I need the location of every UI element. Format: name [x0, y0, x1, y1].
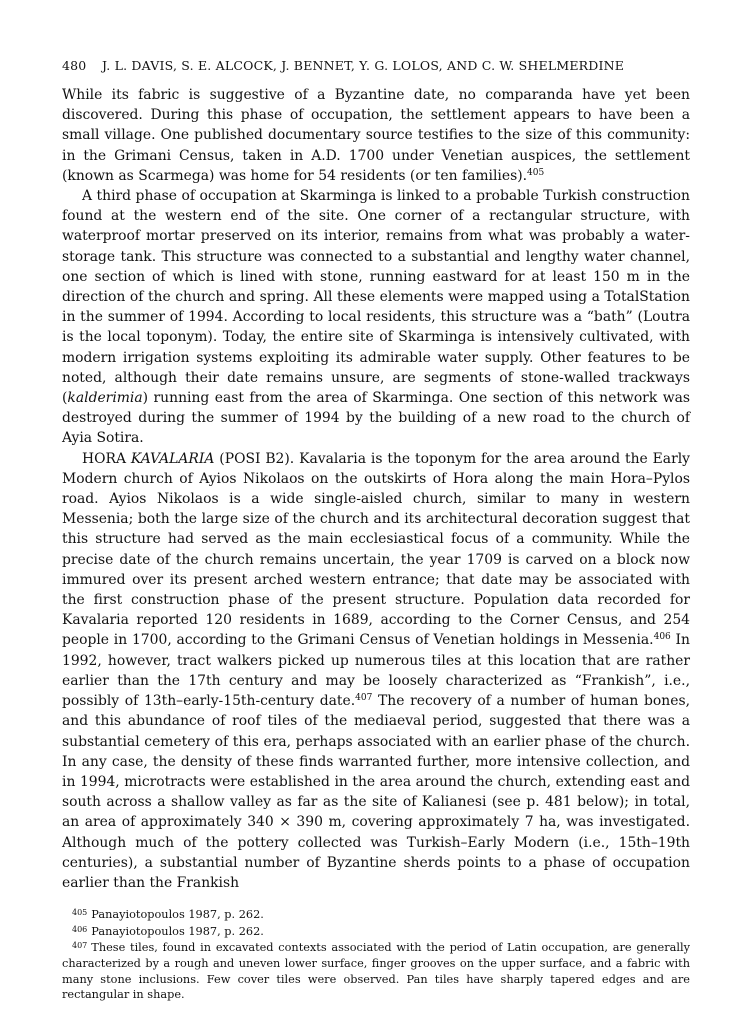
paragraph-text: While its fabric is suggestive of a Byzantine date, no comparanda have yet been discovered. During this phase of occupation, the settlement appears to have been a small village. One published documentary source testifies to the size of this community: in the Grimani Census, taken in [62, 87, 690, 164]
site-name: KAVALARIA [130, 450, 215, 467]
footnote [62, 924, 690, 940]
paragraph-text: 1700 under Venetian auspices, the settlement (known as Scarmega) was home for 54 residents (or ten families). [62, 147, 691, 184]
footnote-number: 406 [72, 924, 88, 934]
footnote-ref-407[interactable]: 407 [355, 693, 373, 704]
site-posi: (POSI B2). [214, 450, 295, 467]
paragraph-3 [62, 449, 690, 893]
paragraph-text: ) running east from the area of Skarminga. One section of this network was destroyed during the summer of 1994 by the building of a new road to the church of Ayia Sotira. [62, 390, 690, 447]
footnote-text: Panayiotopoulos 1987, p. 262. [91, 924, 264, 938]
paragraph-2 [62, 186, 690, 449]
body-text [62, 85, 690, 893]
footnote-number: 407 [72, 940, 88, 950]
footnotes [62, 907, 690, 1002]
era-abbreviation: A.D. [311, 147, 341, 164]
footnote [62, 907, 690, 923]
paragraph-1 [62, 85, 690, 186]
paragraph-text: A third phase of occupation at Skarminga is linked to a probable Turkish construction found at the western end of the site. One corner of a rectangular structure, with waterproof mortar preserved on its interior, remains from what was probably a water-storage tank. This structure was connected to a substantial and lengthy water channel, one section of which is lined with stone, running eastward for at least 150 m in the direction of the church and spring. All these elements were mapped using a TotalStation in the summer of 1994. According to local residents, this structure was a “bath” (Loutra is the local toponym). Today, the entire site of Skarminga is intensively cultivated, with modern irrigation systems exploiting its admirable water supply. Other features to be noted, although their date remains unsure, are segments of stone-walled trackways ( [62, 188, 690, 407]
footnote-text: Panayiotopoulos 1987, p. 262. [91, 908, 264, 922]
footnote-ref-405[interactable]: 405 [527, 167, 545, 178]
footnote-text: These tiles, found in excavated contexts associated with the period of Latin occupation, are generally characterized by a rough and uneven lower surface, finger grooves on the upper surface, and a fabric with many stone inclusions. Few cover tiles were observed. Pan tiles have sharply tapered edges and are rectangular in shape. [62, 940, 690, 1002]
paragraph-text: In 1992, however, tract walkers picked up numerous tiles at this location that are rather earlier than the 17th century and may be loosely characterized as “Frankish”, i.e., possibly of 13th–early-15th-century date. [62, 632, 690, 710]
footnote [62, 940, 690, 1003]
footnote-ref-406[interactable]: 406 [653, 632, 671, 643]
page-number: 480 [62, 58, 87, 73]
footnote-number: 405 [72, 908, 88, 918]
site-heading-lead: HORA [82, 450, 131, 467]
running-head [62, 58, 690, 73]
running-head-authors: J. L. DAVIS, S. E. ALCOCK, J. BENNET, Y. G. LOLOS, AND C. W. SHELMERDINE [102, 58, 625, 73]
italic-term: kalderimia [67, 390, 143, 407]
paragraph-text: Kavalaria is the toponym for the area around the Early Modern church of Ayios Nikolaos on the outskirts of Hora along the main Hora–Pylos road. Ayios Nikolaos is a wide single-aisled church, similar to many in western Messenia; both the large size of the church and its architectural decoration suggest that this structure had served as the main ecclesiastical focus of a community. While the precise date of the church remains uncertain, the year 1709 is carved on a block now immured over its present arched western entrance; that date may be associated with the first construction phase of the present structure. Population data recorded for Kavalaria reported 120 residents in 1689, according to the Corner Census, and 254 people in 1700, according to the Grimani Census of Venetian holdings in Messenia. [62, 450, 690, 649]
page [62, 58, 690, 1003]
paragraph-text: The recovery of a number of human bones, and this abundance of roof tiles of the mediaeval period, suggested that there was a substantial cemetery of this era, perhaps associated with an earlier phase of the church. In any case, the density of these finds warranted further, more intensive collection, and in 1994, microtracts were established in the area around the church, extending east and south across a shallow valley as far as the site of Kalianesi (see p. 481 below); in total, an area of approximately 340 × 390 m, covering approximately 7 ha, was investigated. Although much of the pottery collected was Turkish–Early Modern (i.e., 15th–19th centuries), a substantial number of Byzantine sherds points to a phase of occupation earlier than the Frankish [62, 693, 690, 891]
